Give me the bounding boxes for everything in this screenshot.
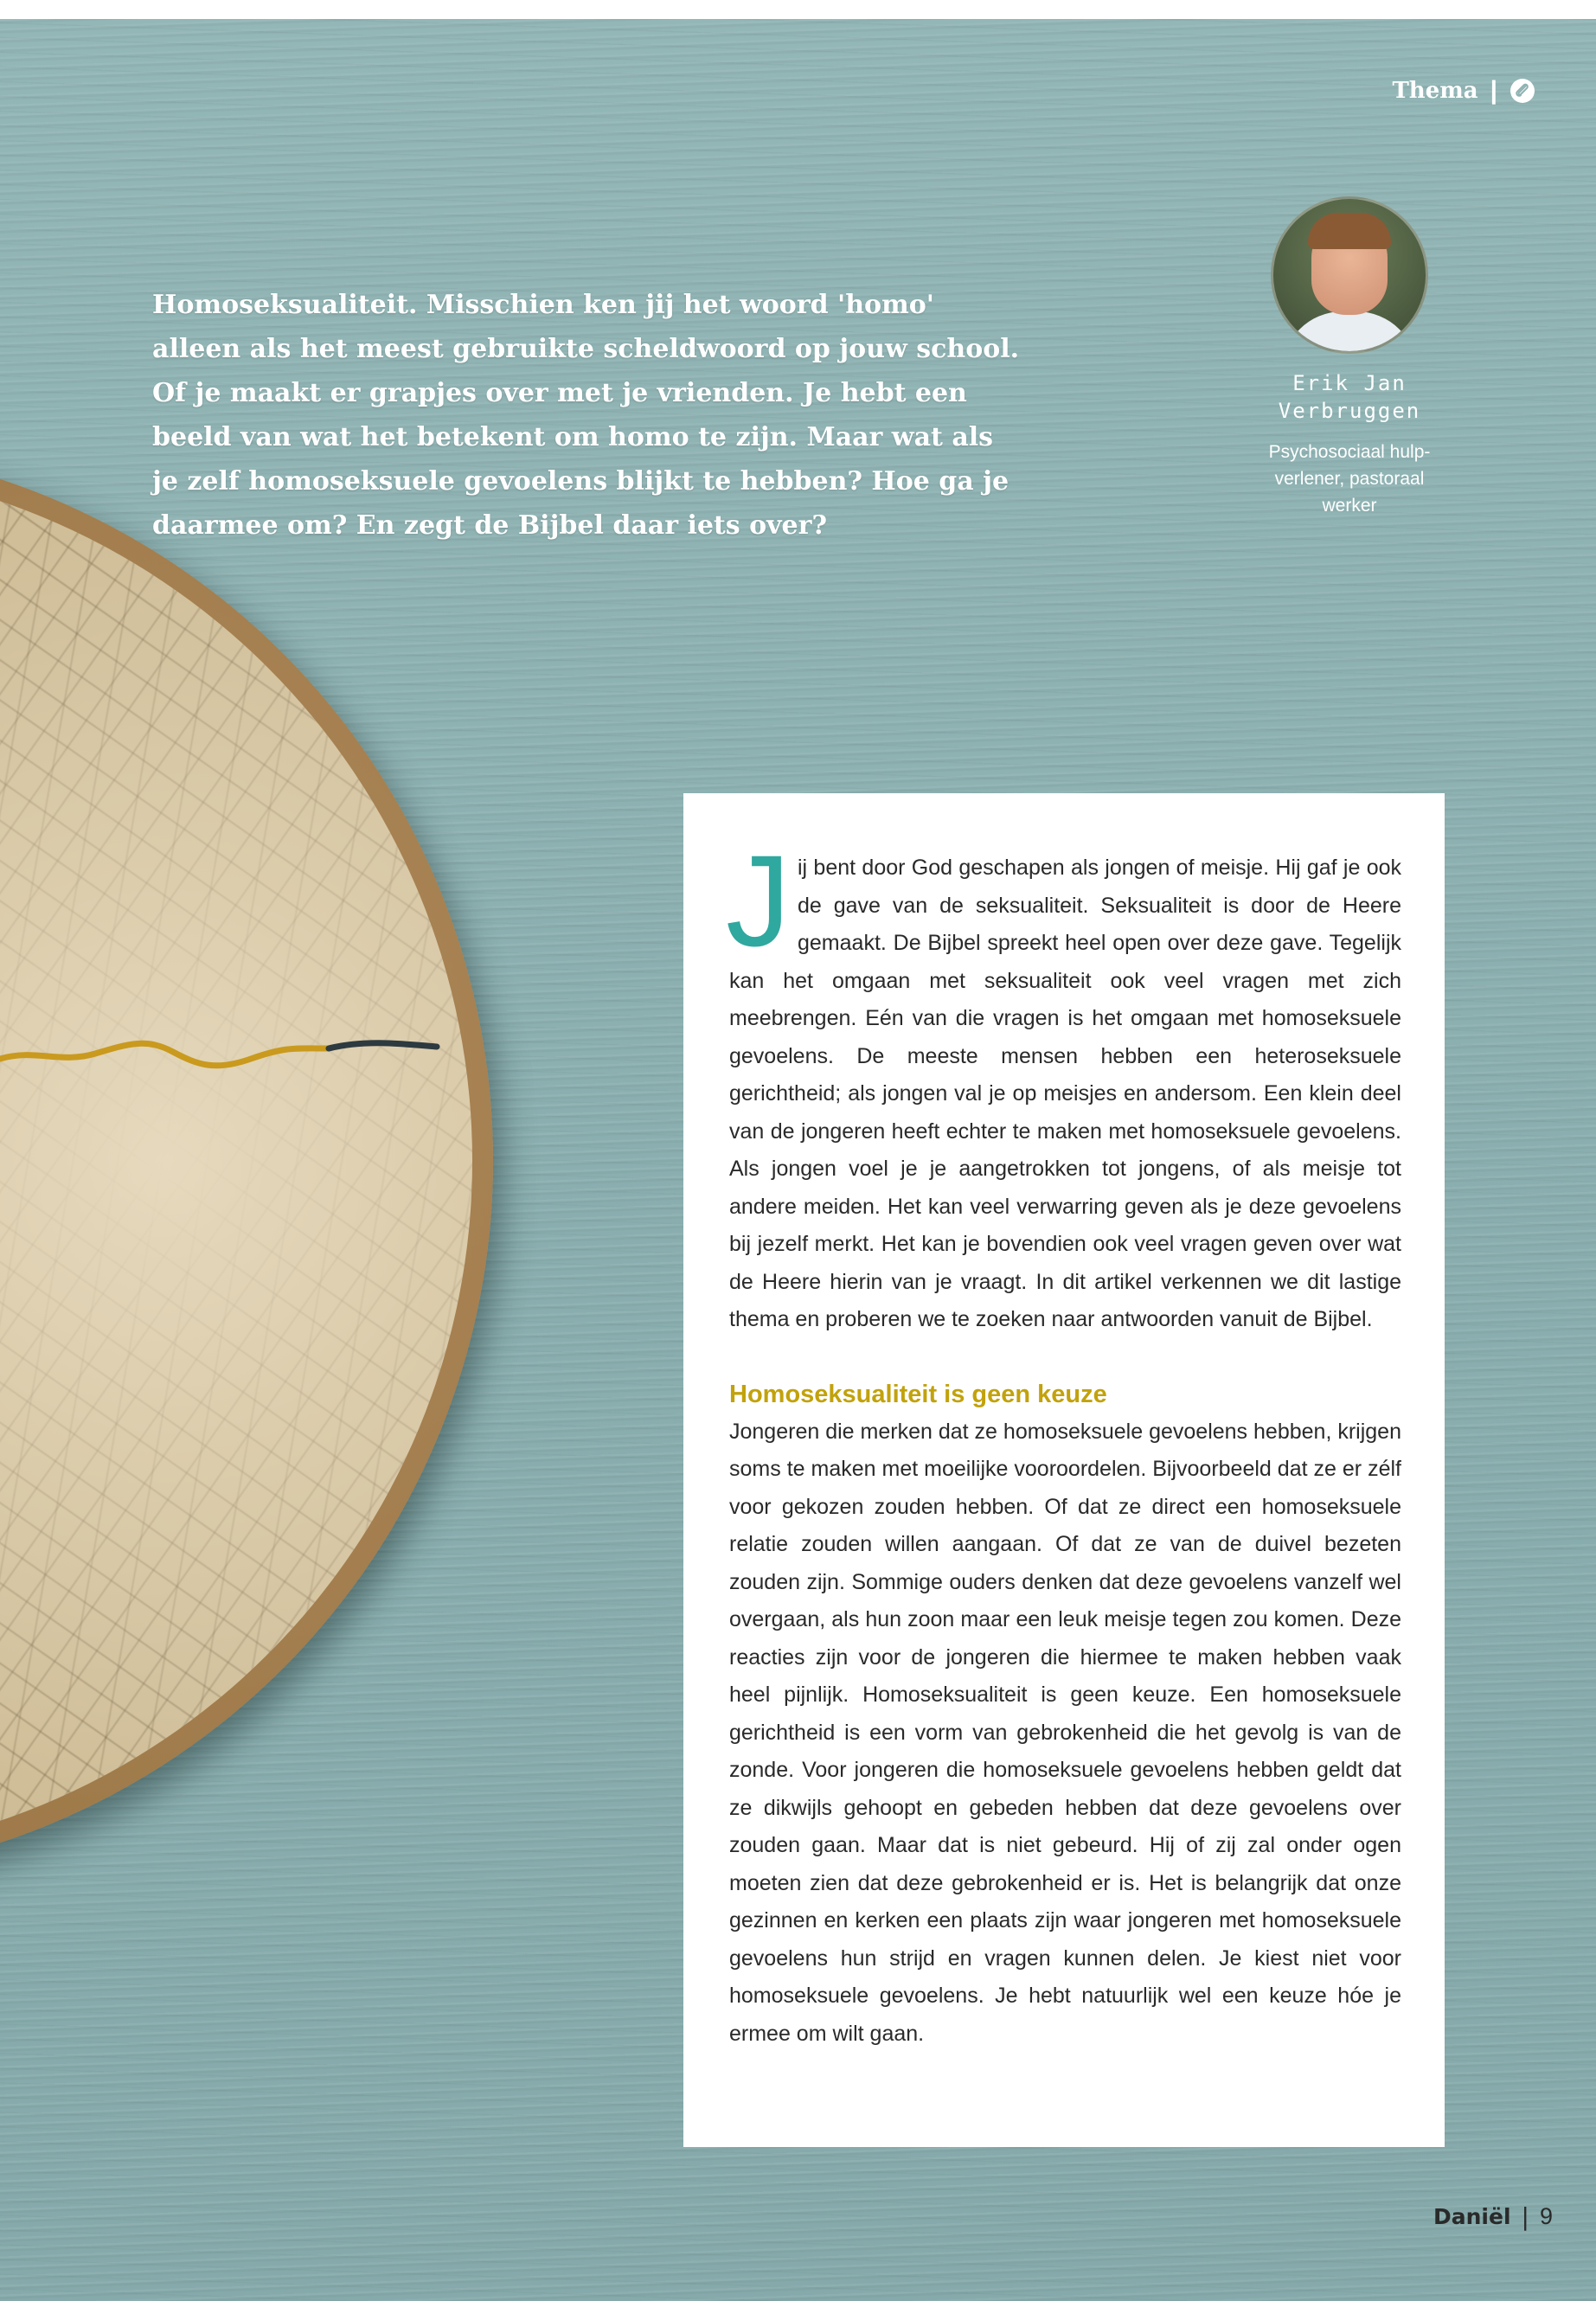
author-avatar	[1271, 196, 1428, 354]
article-paragraph-2: Jongeren die merken dat ze homoseksuele gevoelens hebben, krijgen soms te maken met moeilijke vooroordelen. Bijvoorbeeld dat ze er zélf voor gekozen zouden hebben. Of dat ze direct een homoseksuele relatie zouden willen aangaan. Of dat ze van de duivel bezeten zouden zijn. Sommige ouders denken dat deze gevoelens vanzelf wel overgaan, als hun zoon maar een leuk meisje tegen zou komen. Deze reacties zijn voor de jongeren die hiermee te maken hebben vaak heel pijnlijk. Homoseksualiteit is geen keuze. Een homoseksuele gerichtheid is een vorm van gebrokenheid die het gevolg is van de zonde. Voor jongeren die homoseksuele gevoelens hebben geldt dat ze dikwijls gehoopt en gebeden hebben dat deze gevoelens over zouden gaan. Maar dat is niet gebeurd. Hij of zij zal onder ogen moeten zien dat deze gebrokenheid er is. Het is belangrijk dat onze gezinnen en kerken een plaats zijn waar jongeren met homoseksuele gevoelens hun strijd en vragen kunnen delen. Je kiest niet voor homoseksuele gevoelens. Je hebt natuurlijk wel een keuze hóe je ermee om wilt gaan.	[729, 1419, 1401, 2046]
avatar-hair	[1308, 213, 1391, 249]
page	[0, 19, 1596, 2301]
author-role: Psychosociaal hulpverlener, pastoraal werker	[1268, 442, 1431, 516]
article-paragraph-1	[726, 828, 1401, 1339]
article-subheading: Homoseksualiteit is geen keuze	[729, 1380, 1107, 1408]
plate-image	[0, 443, 493, 1879]
paperclip-icon	[1509, 78, 1535, 104]
article-paragraph-1-text: ij bent door God geschapen als jongen of meisje. Hij gaf je ook de gave van de seksualiteit. Seksualiteit is door de Heere gemaakt. De Bijbel spreekt heel open over deze gave. Tegelijk kan het omgaan met seksualiteit ook veel vragen met zich meebrengen. Eén van die vragen is het omgaan met homoseksuele gevoelens. De meeste mensen hebben een heteroseksuele gerichtheid; als jongen val je op meisjes en andersom. Een klein deel van de jongeren heeft echter te maken met homoseksuele gevoelens. Als jongen voel je je aangetrokken tot jongens, of als meisje tot andere meiden. Het kan veel verwarring geven als je deze gevoelens bij jezelf merkt. Het kan je bovendien ook veel vragen geven over wat de Heere hierin van je vraagt. In dit artikel verkennen we dit lastige thema en proberen we te zoeken naar antwoorden vanuit de Bijbel.	[729, 856, 1401, 1331]
section-label: Thema	[1392, 78, 1478, 104]
plate-glaze	[0, 464, 472, 1858]
section-header	[1392, 76, 1535, 106]
intro-text: Homoseksualiteit. Misschien ken jij het woord 'homo' alleen als het meest gebruikte scheldwoord op jouw school. Of je maakt er grapjes over met je vrienden. Je hebt een beeld van wat het betekent om homo te zijn. Maar wat als je zelf homoseksuele gevoelens blijkt te hebben? Hoe ga je daarmee om? En zegt de Bijbel daar iets over?	[152, 290, 1020, 541]
article-box	[683, 793, 1445, 2147]
author-block	[1228, 196, 1471, 519]
kintsugi-line	[0, 1014, 450, 1083]
footer-separator: |	[1521, 2202, 1529, 2231]
drop-cap: J	[726, 828, 791, 973]
page-footer	[1433, 2202, 1553, 2231]
header-separator: |	[1490, 76, 1497, 105]
author-name: Erik Jan Verbruggen	[1278, 371, 1421, 423]
page-number: 9	[1539, 2203, 1553, 2229]
avatar-shirt	[1282, 311, 1417, 354]
magazine-name: Daniël	[1433, 2204, 1511, 2229]
